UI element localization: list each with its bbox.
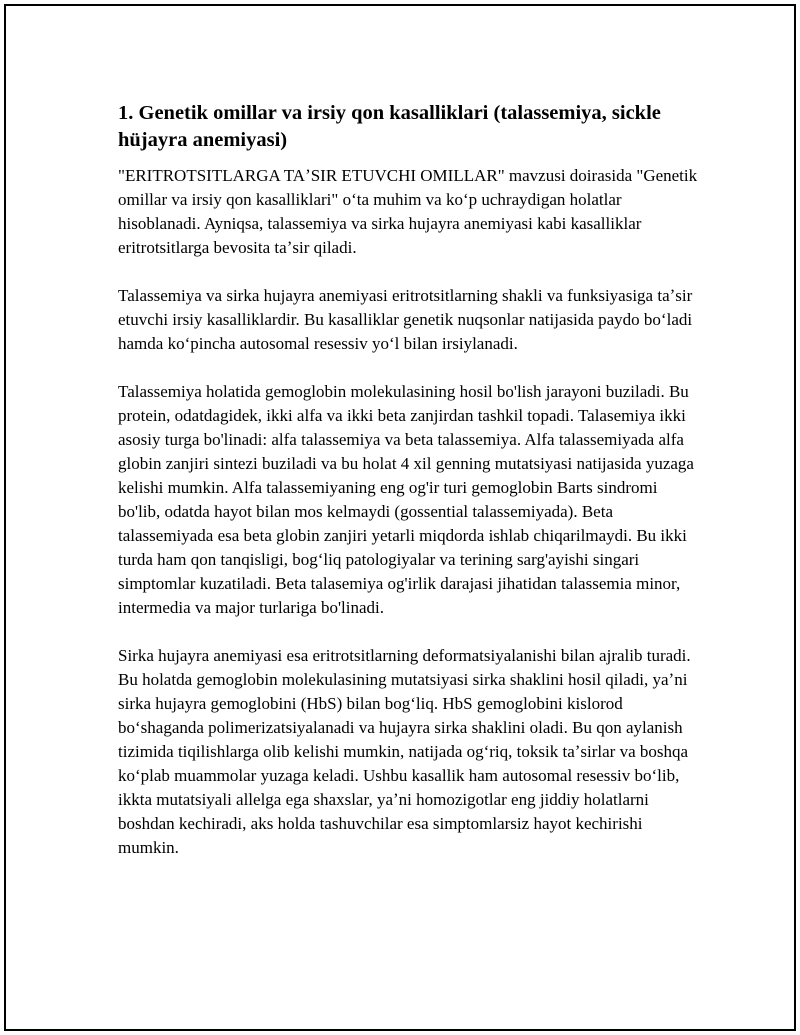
document-content: [118, 100, 698, 884]
paragraph-sickle-cell: Sirka hujayra anemiyasi esa eritrotsitlarning deformatsiyalanishi bilan ajralib turadi. Bu holatda gemoglobin molekulasining mutatsiyasi sirka shaklini hosil qiladi, yaʼni sirka hujayra gemoglobini (HbS) bilan bogʻliq. HbS gemoglobini kislorod boʻshaganda polimerizatsiyalanadi va hujayra sirka shaklini oladi. Bu qon aylanish tizimida tiqilishlarga olib kelishi mumkin, natijada ogʻriq, toksik taʼsirlar va boshqa koʻplab muammolar yuzaga keladi. Ushbu kasallik ham autosomal resessiv boʻlib, ikkta mutatsiyali allelga ega shaxslar, yaʼni homozigotlar eng jiddiy holatlarni boshdan kechiradi, aks holda tashuvchilar esa simptomlarsiz hayot kechirishi mumkin.: [118, 646, 691, 857]
paragraph-intro: "ERITROTSITLARGA TAʼSIR ETUVCHI OMILLAR" mavzusi doirasida "Genetik omillar va irsiy qon kasalliklari" oʻta muhim va koʻp uchraydigan holatlar hisoblanadi. Ayniqsa, talassemiya va sirka hujayra anemiyasi kabi kasalliklar eritrotsitlarga bevosita taʼsir qiladi.: [118, 166, 698, 257]
paragraph-overview: Talassemiya va sirka hujayra anemiyasi eritrotsitlarning shakli va funksiyasiga taʼsir etuvchi irsiy kasalliklardir. Bu kasalliklar genetik nuqsonlar natijasida paydo boʻladi hamda koʻpincha autosomal resessiv yoʻl bilan irsiylanadi.: [118, 286, 693, 353]
paragraph-thalassemia: Talassemiya holatida gemoglobin molekulasining hosil bo'lish jarayoni buziladi. Bu protein, odatdagidek, ikki alfa va ikki beta zanjirdan tashkil topadi. Talasemiya ikki asosiy turga bo'linadi: alfa talassemiya va beta talassemiya. Alfa talassemiyada alfa globin zanjiri sintezi buziladi va bu holat 4 xil genning mutatsiyasi natijasida yuzaga kelishi mumkin. Alfa talassemiyaning eng og'ir turi gemoglobin Barts sindromi bo'lib, odatda hayot bilan mos kelmaydi (gossential talassemiyada). Beta talassemiyada esa beta globin zanjiri yetarli miqdorda ishlab chiqarilmaydi. Bu ikki turda ham qon tanqisligi, bogʻliq patologiyalar va terining sarg'ayishi singari simptomlar kuzatiladi. Beta talasemiya og'irlik darajasi jihatidan talassemia minor, intermedia va major turlariga bo'linadi.: [118, 382, 694, 617]
page-frame: [4, 4, 796, 1031]
section-heading: 1. Genetik omillar va irsiy qon kasalliklari (talassemiya, sickle hüjayra anemiyasi): [118, 102, 661, 151]
